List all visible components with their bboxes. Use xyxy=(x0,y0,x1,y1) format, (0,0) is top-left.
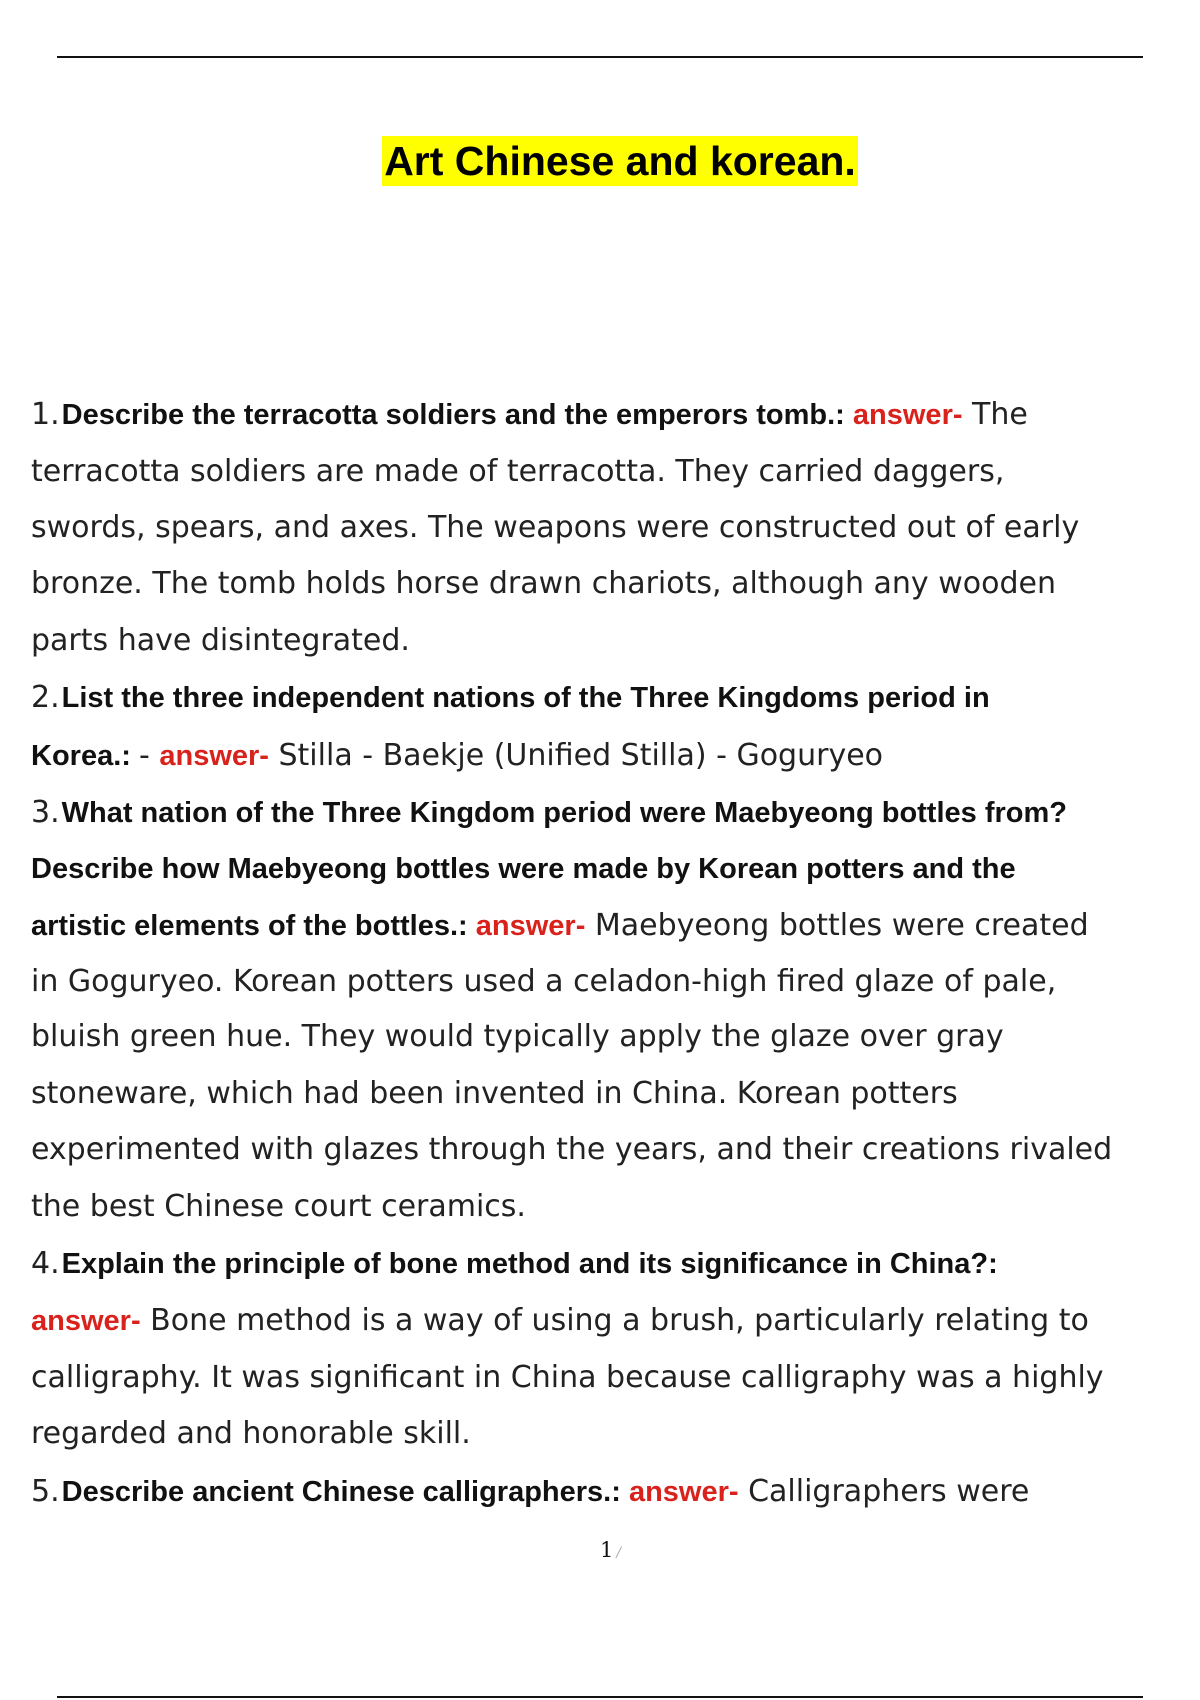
text-line xyxy=(31,564,1056,604)
answer-text: The xyxy=(962,397,1028,432)
answer-text: in Goguryeo. Korean potters used a celadon-high fired glaze of pale, xyxy=(31,964,1057,999)
text-line xyxy=(31,849,1016,889)
answer-text: - xyxy=(138,738,160,773)
answer-text: calligraphy. It was significant in China because calligraphy was a highly xyxy=(31,1360,1104,1395)
answer-label: answer- xyxy=(31,1305,141,1337)
answer-text: swords, spears, and axes. The weapons were constructed out of early xyxy=(31,510,1080,545)
text-line xyxy=(31,678,990,718)
text-line xyxy=(31,1414,471,1454)
answer-label: answer- xyxy=(852,399,963,431)
question-text: artistic elements of the bottles.: xyxy=(31,910,476,942)
answer-text: Calligraphers were xyxy=(738,1474,1030,1509)
answer-label: answer- xyxy=(628,1476,739,1508)
text-line xyxy=(31,395,1028,435)
answer-text: bronze. The tomb holds horse drawn chariots, although any wooden xyxy=(31,566,1056,601)
question-number: 2. xyxy=(31,680,60,715)
answer-text: stoneware, which had been invented in China. Korean potters xyxy=(31,1076,958,1111)
question-text: What nation of the Three Kingdom period were Maebyeong bottles from? xyxy=(61,797,1067,829)
question-number: 4. xyxy=(31,1246,60,1281)
answer-label: answer- xyxy=(475,910,586,942)
answer-text: Bone method is a way of using a brush, particularly relating to xyxy=(140,1303,1089,1338)
text-line xyxy=(31,508,1079,548)
question-text: Describe ancient Chinese calligraphers.: xyxy=(61,1476,629,1508)
text-line xyxy=(31,452,1004,492)
question-text: Describe the terracotta soldiers and the emperors tomb.: xyxy=(61,399,853,431)
answer-text: terracotta soldiers are made of terracotta. They carried daggers, xyxy=(31,454,1005,489)
text-line xyxy=(31,621,410,661)
answer-text: regarded and honorable skill. xyxy=(31,1416,471,1451)
question-number: 3. xyxy=(31,795,60,830)
question-number: 1. xyxy=(31,397,60,432)
text-line xyxy=(31,736,883,776)
answer-label: answer- xyxy=(159,740,269,772)
bottom-rule xyxy=(57,1696,1143,1698)
text-line xyxy=(31,1301,1089,1341)
question-text: Describe how Maebyeong bottles were made by Korean potters and the xyxy=(31,853,1016,885)
answer-text: experimented with glazes through the years, and their creations rivaled xyxy=(31,1132,1113,1167)
text-line xyxy=(31,1244,998,1284)
answer-text: bluish green hue. They would typically apply the glaze over gray xyxy=(31,1019,1004,1054)
answer-text: parts have disintegrated. xyxy=(31,623,410,658)
answer-text: Stilla - Baekje (Unified Stilla) - Goguryeo xyxy=(268,738,884,773)
question-text: Korea.: xyxy=(31,740,139,772)
top-rule xyxy=(57,56,1143,58)
answer-text: the best Chinese court ceramics. xyxy=(31,1189,526,1224)
page-number: 1 / xyxy=(600,1538,622,1562)
question-text: List the three independent nations of the Three Kingdoms period in xyxy=(61,682,990,714)
question-number: 5. xyxy=(31,1474,60,1509)
text-line xyxy=(31,1472,1029,1512)
text-line xyxy=(31,1017,1004,1057)
text-line xyxy=(31,962,1056,1002)
text-line xyxy=(31,906,1089,946)
text-line xyxy=(31,1187,526,1227)
answer-text: Maebyeong bottles were created xyxy=(585,908,1089,943)
document-title: Art Chinese and korean. xyxy=(384,138,856,184)
text-line xyxy=(31,793,1067,833)
question-text: Explain the principle of bone method and its significance in China?: xyxy=(61,1248,998,1280)
text-line xyxy=(31,1130,1112,1170)
text-line xyxy=(31,1358,1104,1398)
text-line xyxy=(31,1074,958,1114)
